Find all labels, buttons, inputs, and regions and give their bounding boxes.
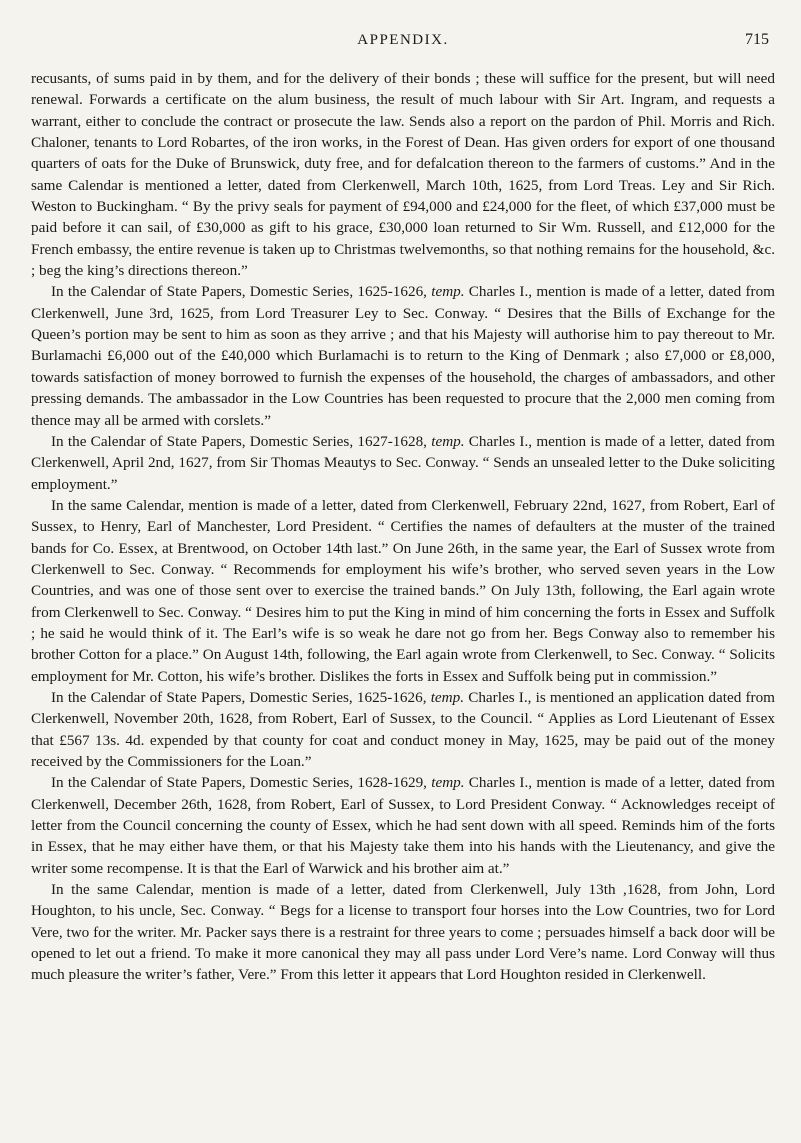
paragraph-5: [31, 687, 775, 772]
paragraph-7: [31, 879, 775, 986]
page-number: 715: [745, 31, 769, 48]
paragraph-text: Charles I., mention is made of a letter, dated from Clerkenwell, December 26th, 1628, from Robert, Earl of Sussex, to Lord President Conway. “ Acknowledges receipt of letter from the Council concerning the county of Essex, which he had sent down with all speed. Reminds him of the forts in Essex, that he may either have them, or that his Majesty take them into his hands with the Lieutenancy, and give the writer some recompense. It is that the Earl of Warwick and his brother aim at.”: [31, 774, 775, 877]
paragraph-1: [31, 68, 775, 281]
paragraph-text: In the Calendar of State Papers, Domestic Series, 1625-1626,: [51, 688, 431, 706]
paragraph-text: Charles I., mention is made of a letter, dated from Clerkenwell, April 2nd, 1627, from Sir Thomas Meautys to Sec. Conway. “ Sends an unsealed letter to the Duke soliciting employment.”: [31, 432, 775, 493]
paragraph-3: [31, 431, 775, 495]
paragraph-text: Charles I., is mentioned an application dated from Clerkenwell, November 20th, 1628, from Robert, Earl of Sussex, to the Council. “ Applies as Lord Lieutenant of Essex that £567 13s. 4d. expended by that county for coat and conduct money in May, 1625, may be paid out of the money received by the Commissioners for the Loan.”: [31, 688, 775, 770]
italic-abbreviation: temp.: [431, 283, 465, 301]
paragraph-text: In the Calendar of State Papers, Domestic Series, 1625-1626,: [51, 283, 432, 301]
italic-abbreviation: temp.: [430, 688, 465, 706]
body-text: [31, 68, 775, 986]
paragraph-4: [31, 495, 775, 687]
paragraph-text: recusants, of sums paid in by them, and for the delivery of their bonds ; these will suffice for the present, but will need renewal. Forwards a certificate on the alum business, the result of much labour with Sir Art. Ingram, and requests a warrant, either to conclude the contract or prosecute the law. Sends also a report on the pardon of Phil. Morris and Rich. Chaloner, tenants to Lord Robartes, of the iron works, in the Forest of Dean. Has given orders for export of one thousand quarters of oats for the Duke of Brunswick, duty free, and for defalcation thereon to the farmers of customs.” And in the same Calendar is mentioned a letter, dated from Clerkenwell, March 10th, 1625, from Lord Treas. Ley and Sir Rich. Weston to Buckingham. “ By the privy seals for payment of £94,000 and £24,000 for the fleet, of which £37,000 must be paid before it can sail, of £30,000 as gift to his grace, £30,000 loan returned to Sir Wm. Russell, and £12,000 for the French embassy, the entire revenue is taken up to Christmas twelvemonths, so that nothing remains for the household, &c. ; beg the king’s directions thereon.”: [31, 70, 775, 280]
paragraph-text: In the same Calendar, mention is made of a letter, dated from Clerkenwell, February 22nd, 1627, from Robert, Earl of Sussex, to Henry, Earl of Manchester, Lord President. “ Certifies the names of defaulters at the muster of the trained bands for Co. Essex, at Brentwood, on October 14th last.” On June 26th, in the same year, the Earl of Sussex wrote from Clerkenwell to Sec. Conway. “ Recommends for employment his wife’s brother, who served seven years in the Low Countries, and was one of those sent over to exercise the trained bands.” On July 13th, following, the Earl again wrote from Clerkenwell to Sec. Conway. “ Desires him to put the King in mind of him concerning the forts in Essex and Suffolk ; he said he would think of it. The Earl’s wife is so weak he dare not go from her. Begs Conway also to remember his brother Cotton for a place.” On August 14th, following, the Earl again wrote from Clerkenwell, to Sec. Conway. “ Solicits employment for Mr. Cotton, his wife’s brother. Dislikes the forts in Essex and Suffolk being put in commission.”: [31, 496, 775, 685]
paragraph-6: [31, 772, 775, 879]
running-head: APPENDIX.: [357, 32, 449, 48]
italic-abbreviation: temp.: [431, 774, 465, 792]
paragraph-text: In the Calendar of State Papers, Domestic Series, 1627-1628,: [51, 432, 432, 450]
paragraph-text: Charles I., mention is made of a letter, dated from Clerkenwell, June 3rd, 1625, from Lord Treasurer Ley to Sec. Conway. “ Desires that the Bills of Exchange for the Queen’s portion may be sent to him as soon as they arrive ; and that his Majesty will authorise him to pay thereout to Mr. Burlamachi £6,000 out of the £40,000 which Burlamachi is to return to the King of Denmark ; also £7,000 or £8,000, towards satisfaction of money borrowed to furnish the expenses of the household, the charges of ambassadors, and other pressing demands. The ambassador in the Low Countries has been requested to procure that the 2,000 men coming from thence may all be armed with corslets.”: [31, 283, 775, 429]
page-header: [31, 20, 775, 50]
italic-abbreviation: temp.: [431, 432, 465, 450]
paragraph-2: [31, 281, 775, 430]
paragraph-text: In the same Calendar, mention is made of a letter, dated from Clerkenwell, July 13th ,1628, from John, Lord Houghton, to his uncle, Sec. Conway. “ Begs for a license to transport four horses into the Low Countries, two for Lord Vere, two for the writer. Mr. Packer says there is a restraint for three years to come ; persuades himself a back door will be opened to let out a friend. To make it more canonical they may all pass under Lord Vere’s name. Lord Conway will thus much pleasure the writer’s father, Vere.” From this letter it appears that Lord Houghton resided in Clerkenwell.: [31, 881, 775, 984]
paragraph-text: In the Calendar of State Papers, Domestic Series, 1628-1629,: [51, 774, 432, 792]
